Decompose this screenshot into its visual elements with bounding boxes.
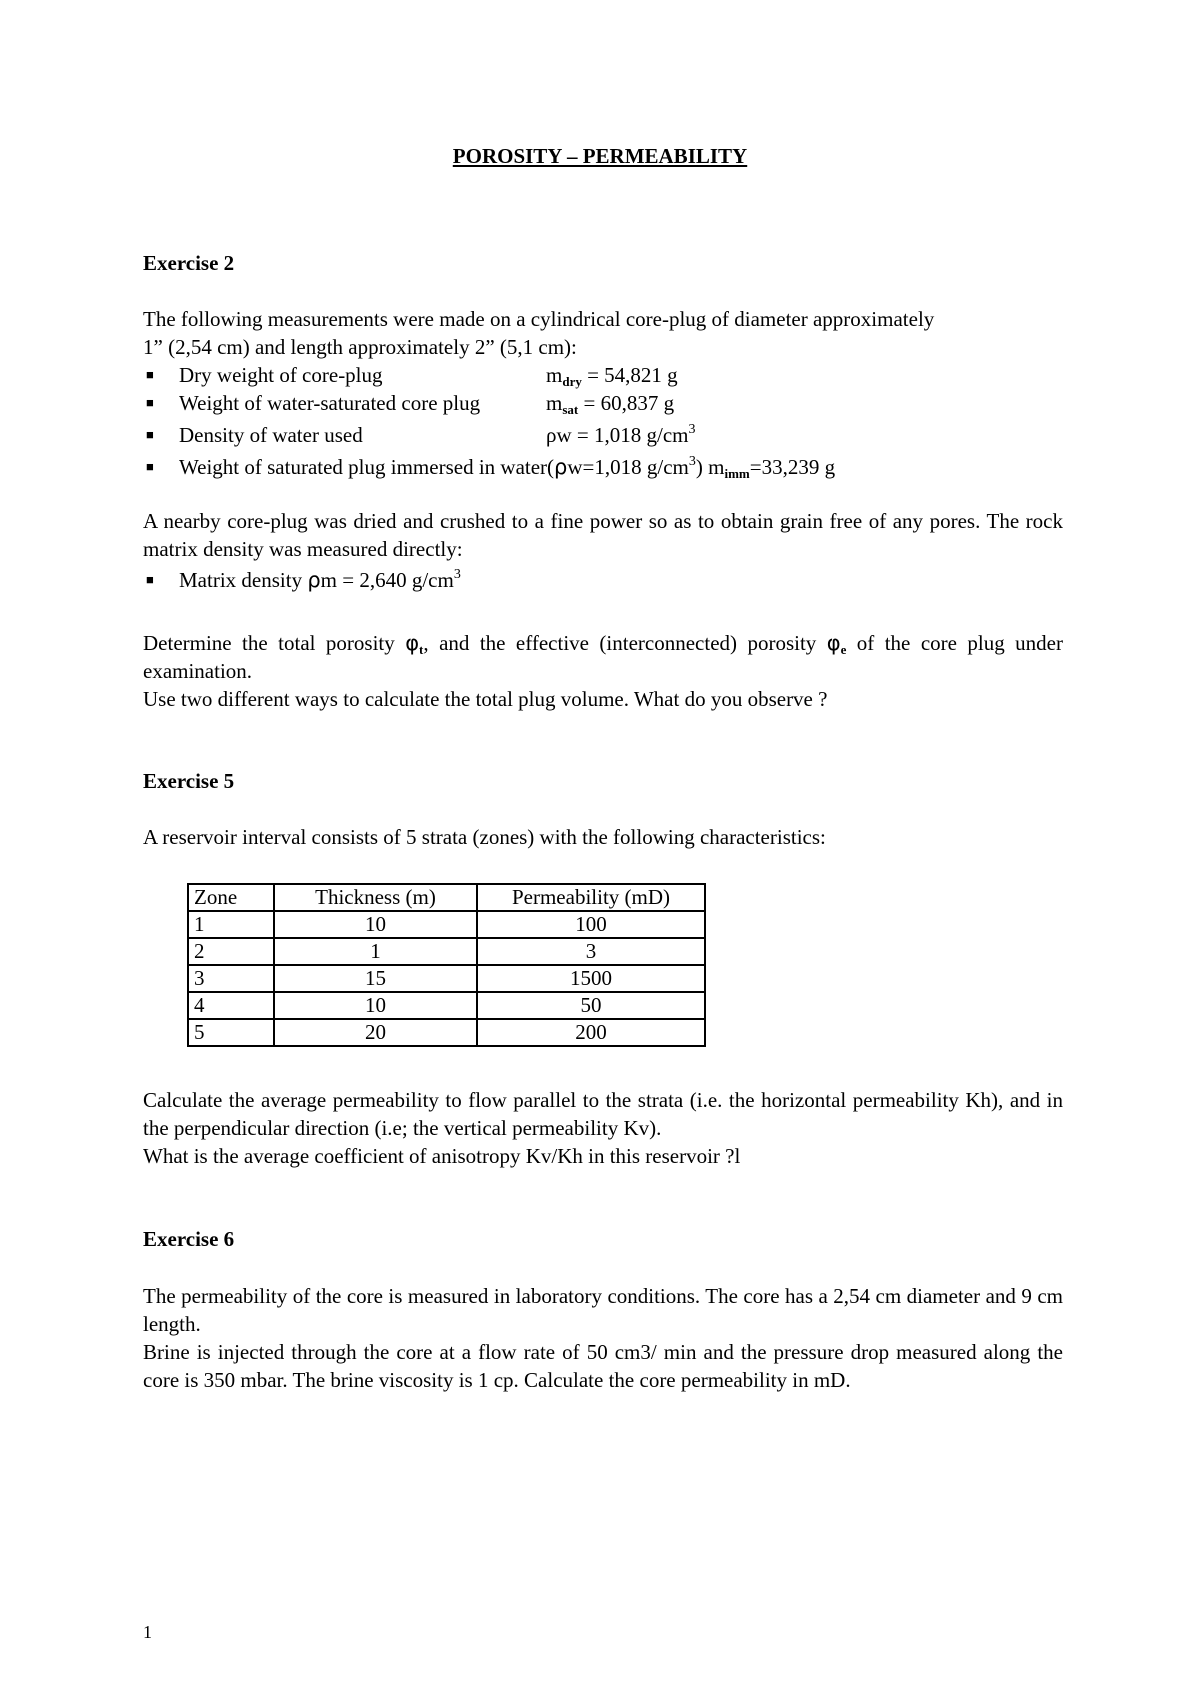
header-zone: Zone: [188, 884, 274, 911]
square-bullet-icon: ■: [146, 395, 154, 410]
exercise-6-heading: Exercise 6: [143, 1227, 235, 1251]
zones-table: [187, 883, 706, 1047]
square-bullet-icon: ■: [146, 572, 154, 587]
header-thickness: Thickness (m): [274, 884, 477, 911]
exercise-2-intro-line-1: The following measurements were made on a cylindrical core-plug of diameter approximately: [143, 307, 935, 331]
exercise-2-matrix-paragraph: A nearby core-plug was dried and crushed to a fine power so as to obtain grain free of any pores. The rock matrix density was measured directly:: [143, 509, 1063, 561]
matrix-density-item: ■ Matrix density ρm = 2,640 $g/cm^3$: [146, 567, 461, 592]
table-row: 1 10 100: [188, 911, 705, 938]
exercise-6-paragraph-2: Brine is injected through the core at a flow rate of 50 cm3/ min and the pressure drop measured along the core is 350 mbar. The brine viscosity is 1 cp. Calculate the core permeability in mD.: [143, 1340, 1063, 1392]
table-row: 5 20 200: [188, 1019, 705, 1046]
table-row: 2 1 3: [188, 938, 705, 965]
header-permeability: Permeability (mD): [477, 884, 705, 911]
exercise-2-section: [143, 249, 1063, 481]
exercise-5-heading: Exercise 5: [143, 769, 235, 793]
square-bullet-icon: ■: [146, 427, 154, 442]
exercise-2-question-2: Use two different ways to calculate the total plug volume. What do you observe ?: [143, 687, 828, 711]
measurement-saturated-weight: ■ Weight of water-saturated core plug $m_{sat} = 60,837$ g: [146, 391, 675, 417]
exercise-6-section: [143, 1225, 1063, 1253]
exercise-6-paragraph-1: The permeability of the core is measured in laboratory conditions. The core has a 2,54 cm diameter and 9 cm length.: [143, 1284, 1063, 1336]
table-row: 3 15 1500: [188, 965, 705, 992]
square-bullet-icon: ■: [146, 459, 154, 474]
measurement-list: [143, 361, 1063, 481]
page-number: 1: [143, 1622, 152, 1642]
exercise-5-question-1: Calculate the average permeability to flow parallel to the strata (i.e. the horizontal permeability Kh), and in the perpendicular direction (i.e; the vertical permeability Kv).: [143, 1088, 1063, 1140]
exercise-5-section: [143, 767, 1063, 851]
table-header-row: [188, 884, 705, 911]
measurement-immersed-weight: ■ Weight of saturated plug immersed in water(ρw=1,018 $g/cm^3$) $m_{imm}=33,239$ g: [146, 454, 836, 481]
exercise-5-question-2: What is the average coefficient of anisotropy Kv/Kh in this reservoir ?l: [143, 1144, 741, 1168]
table-row: 4 10 50: [188, 992, 705, 1019]
page-title: POROSITY – PERMEABILITY: [452, 144, 748, 168]
measurement-dry-weight: ■ Dry weight of core-plug $m_{dry} = 54,821$ g: [146, 363, 678, 389]
measurement-water-density: ■ Density of water used ρw = 1,018 $g/cm^3$: [146, 422, 696, 447]
square-bullet-icon: ■: [146, 367, 154, 382]
exercise-2-question: Determine the total porosity $\varphi_t$, and the effective (interconnected) porosity $\varphi_e$ of the core plug under examination.: [143, 631, 1063, 683]
exercise-2-heading: Exercise 2: [143, 251, 235, 275]
exercise-2-intro-line-2: 1” (2,54 cm) and length approximately 2” (5,1 cm):: [143, 335, 577, 359]
exercise-5-intro: A reservoir interval consists of 5 strata (zones) with the following characteristics:: [143, 825, 826, 849]
